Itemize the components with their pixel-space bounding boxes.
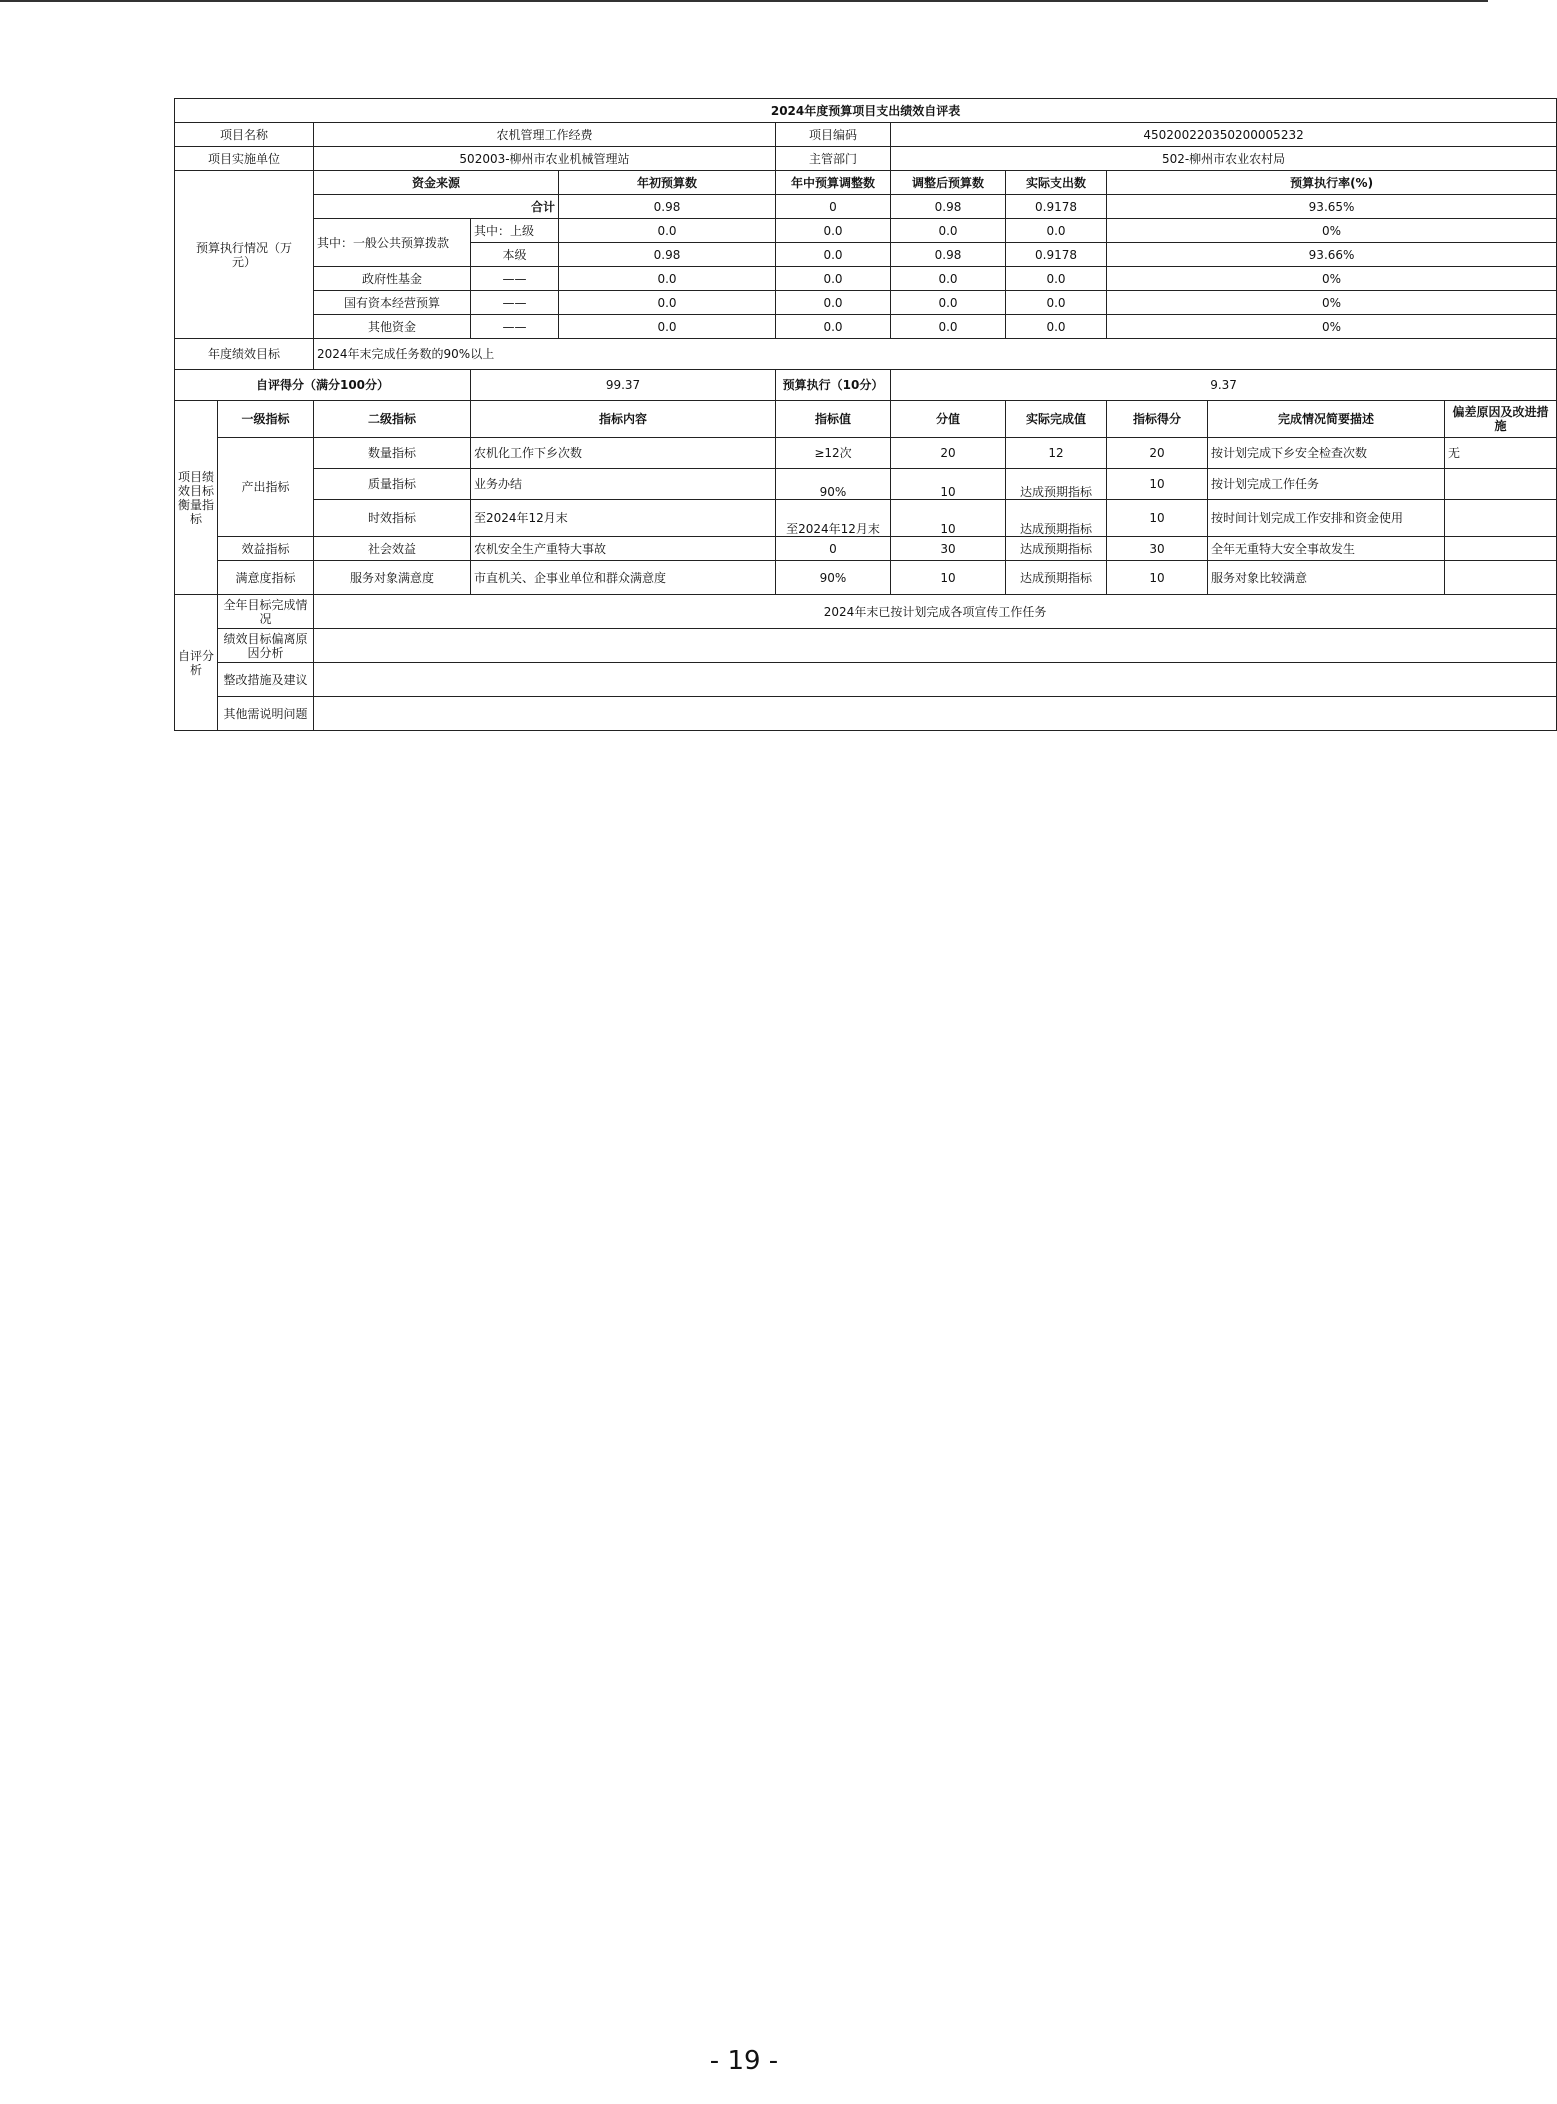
header-initial: 年初预算数 <box>559 171 776 195</box>
indicator-level2: 社会效益 <box>314 537 471 561</box>
annual-goal-value: 2024年末完成任务数的90%以上 <box>314 339 1557 370</box>
indicator-weight: 10 <box>891 561 1006 595</box>
dept: 502-柳州市农业农村局 <box>891 147 1557 171</box>
indicator-weight: 10 <box>891 500 1006 537</box>
indicator-weight: 30 <box>891 537 1006 561</box>
other-fund-label: 其他资金 <box>314 315 471 339</box>
budget-exec-label: 预算执行（10分） <box>776 370 891 401</box>
total-mid-adjust: 0 <box>776 195 891 219</box>
other-fund-dash: —— <box>471 315 559 339</box>
indicator-deviation <box>1445 561 1557 595</box>
budget-section-label: 预算执行情况（万元） <box>175 171 314 339</box>
other-issues-label: 其他需说明问题 <box>218 697 314 731</box>
deviation-analysis-value <box>314 629 1557 663</box>
other-fund-actual: 0.0 <box>1006 315 1107 339</box>
page-top-border <box>0 0 1488 2</box>
indicator-level2: 数量指标 <box>314 438 471 469</box>
project-name-label: 项目名称 <box>175 123 314 147</box>
state-capital-mid-adjust: 0.0 <box>776 291 891 315</box>
indicator-content: 市直机关、企事业单位和群众满意度 <box>471 561 776 595</box>
performance-evaluation-table <box>174 98 1557 731</box>
header-desc: 完成情况简要描述 <box>1208 401 1445 438</box>
other-fund-adjusted: 0.0 <box>891 315 1006 339</box>
unit: 502003-柳州市农业机械管理站 <box>314 147 776 171</box>
improvement-value <box>314 663 1557 697</box>
table-title: 2024年度预算项目支出绩效自评表 <box>175 99 1557 123</box>
header-adjusted: 调整后预算数 <box>891 171 1006 195</box>
annual-goal-label: 年度绩效目标 <box>175 339 314 370</box>
budget-row-gov-fund <box>175 267 1557 291</box>
indicator-actual: 达成预期指标 <box>1006 469 1107 500</box>
indicator-actual: 12 <box>1006 438 1107 469</box>
other-fund-initial: 0.0 <box>559 315 776 339</box>
upper-actual: 0.0 <box>1006 219 1107 243</box>
other-issues-value <box>314 697 1557 731</box>
indicator-deviation: 无 <box>1445 438 1557 469</box>
indicator-target: ≥12次 <box>776 438 891 469</box>
indicator-actual: 达成预期指标 <box>1006 561 1107 595</box>
indicator-desc: 按计划完成下乡安全检查次数 <box>1208 438 1445 469</box>
other-fund-mid-adjust: 0.0 <box>776 315 891 339</box>
state-capital-adjusted: 0.0 <box>891 291 1006 315</box>
upper-label: 其中：上级 <box>471 219 559 243</box>
total-adjusted: 0.98 <box>891 195 1006 219</box>
indicator-target: 90% <box>776 469 891 500</box>
indicator-desc: 按计划完成工作任务 <box>1208 469 1445 500</box>
indicator-score: 10 <box>1107 500 1208 537</box>
header-score: 指标得分 <box>1107 401 1208 438</box>
other-fund-rate: 0% <box>1107 315 1557 339</box>
state-capital-initial: 0.0 <box>559 291 776 315</box>
budget-exec-value: 9.37 <box>891 370 1557 401</box>
header-target: 指标值 <box>776 401 891 438</box>
upper-initial: 0.0 <box>559 219 776 243</box>
gov-fund-initial: 0.0 <box>559 267 776 291</box>
local-actual: 0.9178 <box>1006 243 1107 267</box>
indicator-target: 至2024年12月末 <box>776 500 891 537</box>
indicator-target: 0 <box>776 537 891 561</box>
total-initial: 0.98 <box>559 195 776 219</box>
indicator-desc: 全年无重特大安全事故发生 <box>1208 537 1445 561</box>
completion-label: 全年目标完成情况 <box>218 595 314 629</box>
header-rate: 预算执行率(%) <box>1107 171 1557 195</box>
improvement-label: 整改措施及建议 <box>218 663 314 697</box>
indicator-actual: 达成预期指标 <box>1006 537 1107 561</box>
state-capital-dash: —— <box>471 291 559 315</box>
indicator-score: 20 <box>1107 438 1208 469</box>
header-level2: 二级指标 <box>314 401 471 438</box>
unit-label: 项目实施单位 <box>175 147 314 171</box>
indicator-score: 10 <box>1107 469 1208 500</box>
header-mid-adjust: 年中预算调整数 <box>776 171 891 195</box>
indicator-row <box>175 500 1557 537</box>
state-capital-rate: 0% <box>1107 291 1557 315</box>
deviation-analysis-label: 绩效目标偏离原因分析 <box>218 629 314 663</box>
budget-row-upper <box>175 219 1557 243</box>
page-number: - 19 - <box>709 2046 779 2076</box>
indicator-content: 农机安全生产重特大事故 <box>471 537 776 561</box>
local-adjusted: 0.98 <box>891 243 1006 267</box>
upper-mid-adjust: 0.0 <box>776 219 891 243</box>
indicators-section-label: 项目绩效目标衡量指标 <box>175 401 218 595</box>
project-code: 450200220350200005232 <box>891 123 1557 147</box>
indicator-row-satisfaction <box>175 561 1557 595</box>
satisfaction-indicator-label: 满意度指标 <box>218 561 314 595</box>
analysis-section-label: 自评分析 <box>175 595 218 731</box>
budget-row-state-capital <box>175 291 1557 315</box>
self-score-value: 99.37 <box>471 370 776 401</box>
dept-label: 主管部门 <box>776 147 891 171</box>
budget-row-total <box>175 195 1557 219</box>
completion-value: 2024年末已按计划完成各项宣传工作任务 <box>314 595 1557 629</box>
gov-fund-mid-adjust: 0.0 <box>776 267 891 291</box>
indicator-weight: 20 <box>891 438 1006 469</box>
indicator-deviation <box>1445 537 1557 561</box>
indicator-level2: 质量指标 <box>314 469 471 500</box>
total-label: 合计 <box>314 195 559 219</box>
header-source: 资金来源 <box>314 171 559 195</box>
indicator-desc: 按时间计划完成工作安排和资金使用 <box>1208 500 1445 537</box>
benefit-indicator-label: 效益指标 <box>218 537 314 561</box>
header-weight: 分值 <box>891 401 1006 438</box>
indicator-content: 农机化工作下乡次数 <box>471 438 776 469</box>
gov-fund-actual: 0.0 <box>1006 267 1107 291</box>
indicator-target: 90% <box>776 561 891 595</box>
gov-fund-dash: —— <box>471 267 559 291</box>
total-actual: 0.9178 <box>1006 195 1107 219</box>
local-label: 本级 <box>471 243 559 267</box>
gov-fund-label: 政府性基金 <box>314 267 471 291</box>
indicator-level2: 时效指标 <box>314 500 471 537</box>
gov-fund-rate: 0% <box>1107 267 1557 291</box>
total-rate: 93.65% <box>1107 195 1557 219</box>
indicator-deviation <box>1445 500 1557 537</box>
local-mid-adjust: 0.0 <box>776 243 891 267</box>
indicator-score: 30 <box>1107 537 1208 561</box>
project-code-label: 项目编码 <box>776 123 891 147</box>
state-capital-label: 国有资本经营预算 <box>314 291 471 315</box>
indicator-weight: 10 <box>891 469 1006 500</box>
indicator-level2: 服务对象满意度 <box>314 561 471 595</box>
indicator-deviation <box>1445 469 1557 500</box>
local-initial: 0.98 <box>559 243 776 267</box>
indicator-row <box>175 469 1557 500</box>
budget-row-other <box>175 315 1557 339</box>
gov-fund-adjusted: 0.0 <box>891 267 1006 291</box>
state-capital-actual: 0.0 <box>1006 291 1107 315</box>
indicator-content: 业务办结 <box>471 469 776 500</box>
indicator-score: 10 <box>1107 561 1208 595</box>
indicator-desc: 服务对象比较满意 <box>1208 561 1445 595</box>
indicator-content: 至2024年12月末 <box>471 500 776 537</box>
general-budget-label: 其中：一般公共预算拨款 <box>314 219 471 267</box>
indicator-actual: 达成预期指标 <box>1006 500 1107 537</box>
header-actual-value: 实际完成值 <box>1006 401 1107 438</box>
header-level1: 一级指标 <box>218 401 314 438</box>
self-score-label: 自评得分（满分100分） <box>175 370 471 401</box>
upper-adjusted: 0.0 <box>891 219 1006 243</box>
upper-rate: 0% <box>1107 219 1557 243</box>
indicator-row-benefit <box>175 537 1557 561</box>
header-deviation: 偏差原因及改进措施 <box>1445 401 1557 438</box>
local-rate: 93.66% <box>1107 243 1557 267</box>
project-name: 农机管理工作经费 <box>314 123 776 147</box>
output-indicator-label: 产出指标 <box>218 438 314 537</box>
header-actual: 实际支出数 <box>1006 171 1107 195</box>
header-content: 指标内容 <box>471 401 776 438</box>
indicator-row <box>175 438 1557 469</box>
